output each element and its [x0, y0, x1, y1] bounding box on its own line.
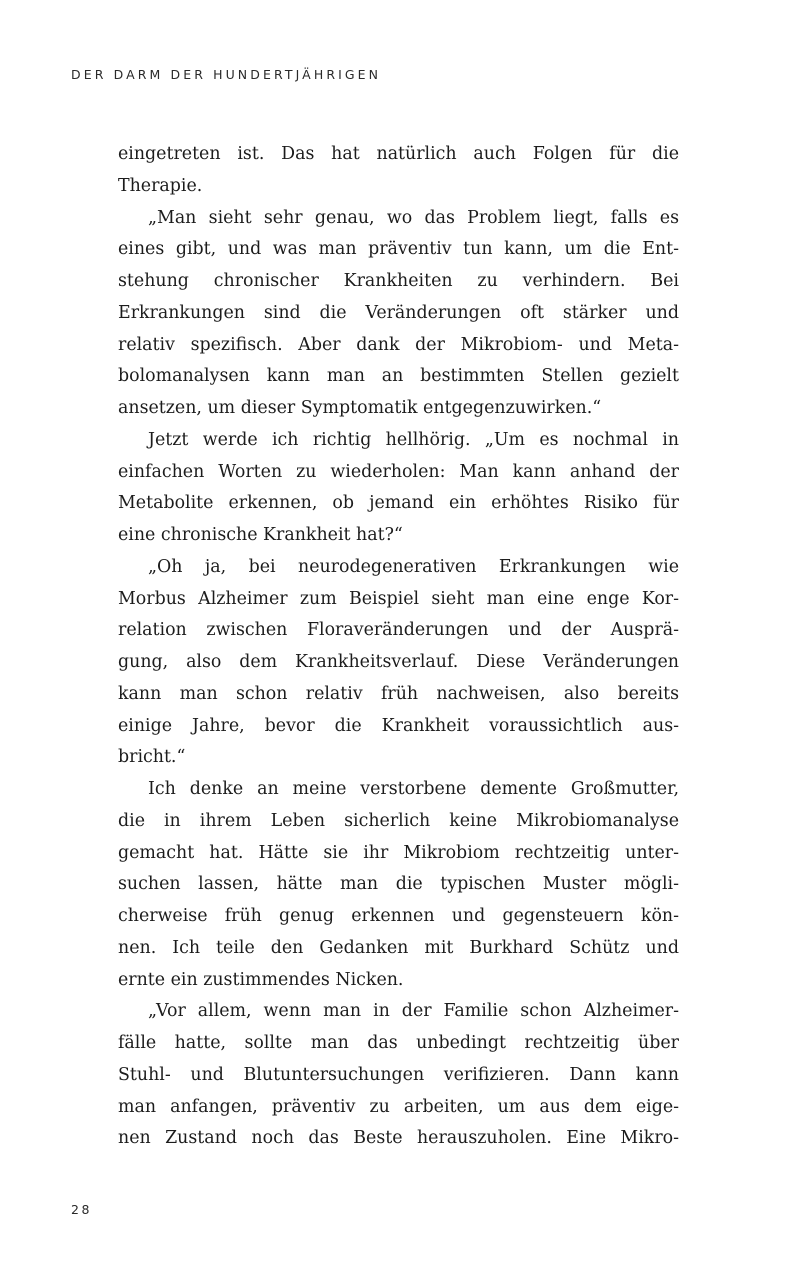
- text-line: Jetzt werde ich richtig hellhörig. „Um es nochmal in: [148, 429, 679, 450]
- text-line: suchen lassen, hätte man die typischen Muster mögli-: [118, 874, 679, 895]
- text-line: einfachen Worten zu wiederholen: Man kann anhand der: [118, 461, 679, 482]
- text-line: ernte ein zustimmendes Nicken.: [118, 969, 404, 990]
- text-line: nen. Ich teile den Gedanken mit Burkhard Schütz und: [118, 937, 679, 958]
- text-line: kann man schon relativ früh nachweisen, also bereits: [118, 683, 679, 704]
- paragraph-3: [118, 425, 679, 552]
- page-number: 28: [71, 1202, 93, 1217]
- text-line: relation zwischen Floraveränderungen und der Ausprä-: [118, 620, 679, 641]
- text-line: Morbus Alzheimer zum Beispiel sieht man eine enge Kor-: [118, 588, 679, 609]
- text-line: eines gibt, und was man präventiv tun kann, um die Ent-: [118, 239, 679, 260]
- paragraph-2: [118, 203, 679, 425]
- text-line: fälle hatte, sollte man das unbedingt rechtzeitig über: [118, 1033, 679, 1053]
- text-line: relativ spezifisch. Aber dank der Mikrobiom- und Meta-: [118, 334, 679, 355]
- text-line: „Vor allem, wenn man in der Familie schon Alzheimer-: [148, 1001, 679, 1022]
- text-line: eingetreten ist. Das hat natürlich auch Folgen für die: [118, 144, 679, 164]
- text-line: Ich denke an meine verstorbene demente Großmutter,: [148, 779, 679, 799]
- paragraph-4: [118, 552, 679, 774]
- body-text: [118, 139, 679, 1155]
- text-line: Stuhl- und Blutuntersuchungen verifizieren. Dann kann: [118, 1064, 679, 1085]
- text-line: bolomanalysen kann man an bestimmten Stellen gezielt: [118, 366, 679, 387]
- text-line: Therapie.: [118, 175, 203, 196]
- paragraph-1: [118, 139, 679, 203]
- text-line: stehung chronischer Krankheiten zu verhindern. Bei: [118, 271, 679, 291]
- paragraph-5: [118, 774, 679, 996]
- text-line: eine chronische Krankheit hat?“: [118, 525, 403, 545]
- text-line: nen Zustand noch das Beste herauszuholen. Eine Mikro-: [118, 1128, 679, 1149]
- text-line: ansetzen, um dieser Symptomatik entgegenzuwirken.“: [118, 398, 602, 418]
- text-line: einige Jahre, bevor die Krankheit voraussichtlich aus-: [118, 715, 679, 736]
- text-line: cherweise früh genug erkennen und gegensteuern kön-: [118, 906, 679, 926]
- text-line: „Oh ja, bei neurodegenerativen Erkrankungen wie: [148, 556, 679, 577]
- text-line: Metabolite erkennen, ob jemand ein erhöhtes Risiko für: [118, 493, 679, 514]
- text-line: bricht.“: [118, 747, 186, 768]
- text-line: Erkrankungen sind die Veränderungen oft stärker und: [118, 302, 679, 323]
- text-line: gung, also dem Krankheitsverlauf. Diese Veränderungen: [118, 652, 679, 672]
- paragraph-6: [118, 996, 679, 1155]
- running-head: DER DARM DER HUNDERTJÄHRIGEN: [71, 67, 382, 82]
- text-line: „Man sieht sehr genau, wo das Problem liegt, falls es: [148, 207, 679, 228]
- text-line: die in ihrem Leben sicherlich keine Mikrobiomanalyse: [118, 810, 679, 831]
- text-line: man anfangen, präventiv zu arbeiten, um aus dem eige-: [118, 1096, 679, 1117]
- text-line: gemacht hat. Hätte sie ihr Mikrobiom rechtzeitig unter-: [118, 842, 679, 863]
